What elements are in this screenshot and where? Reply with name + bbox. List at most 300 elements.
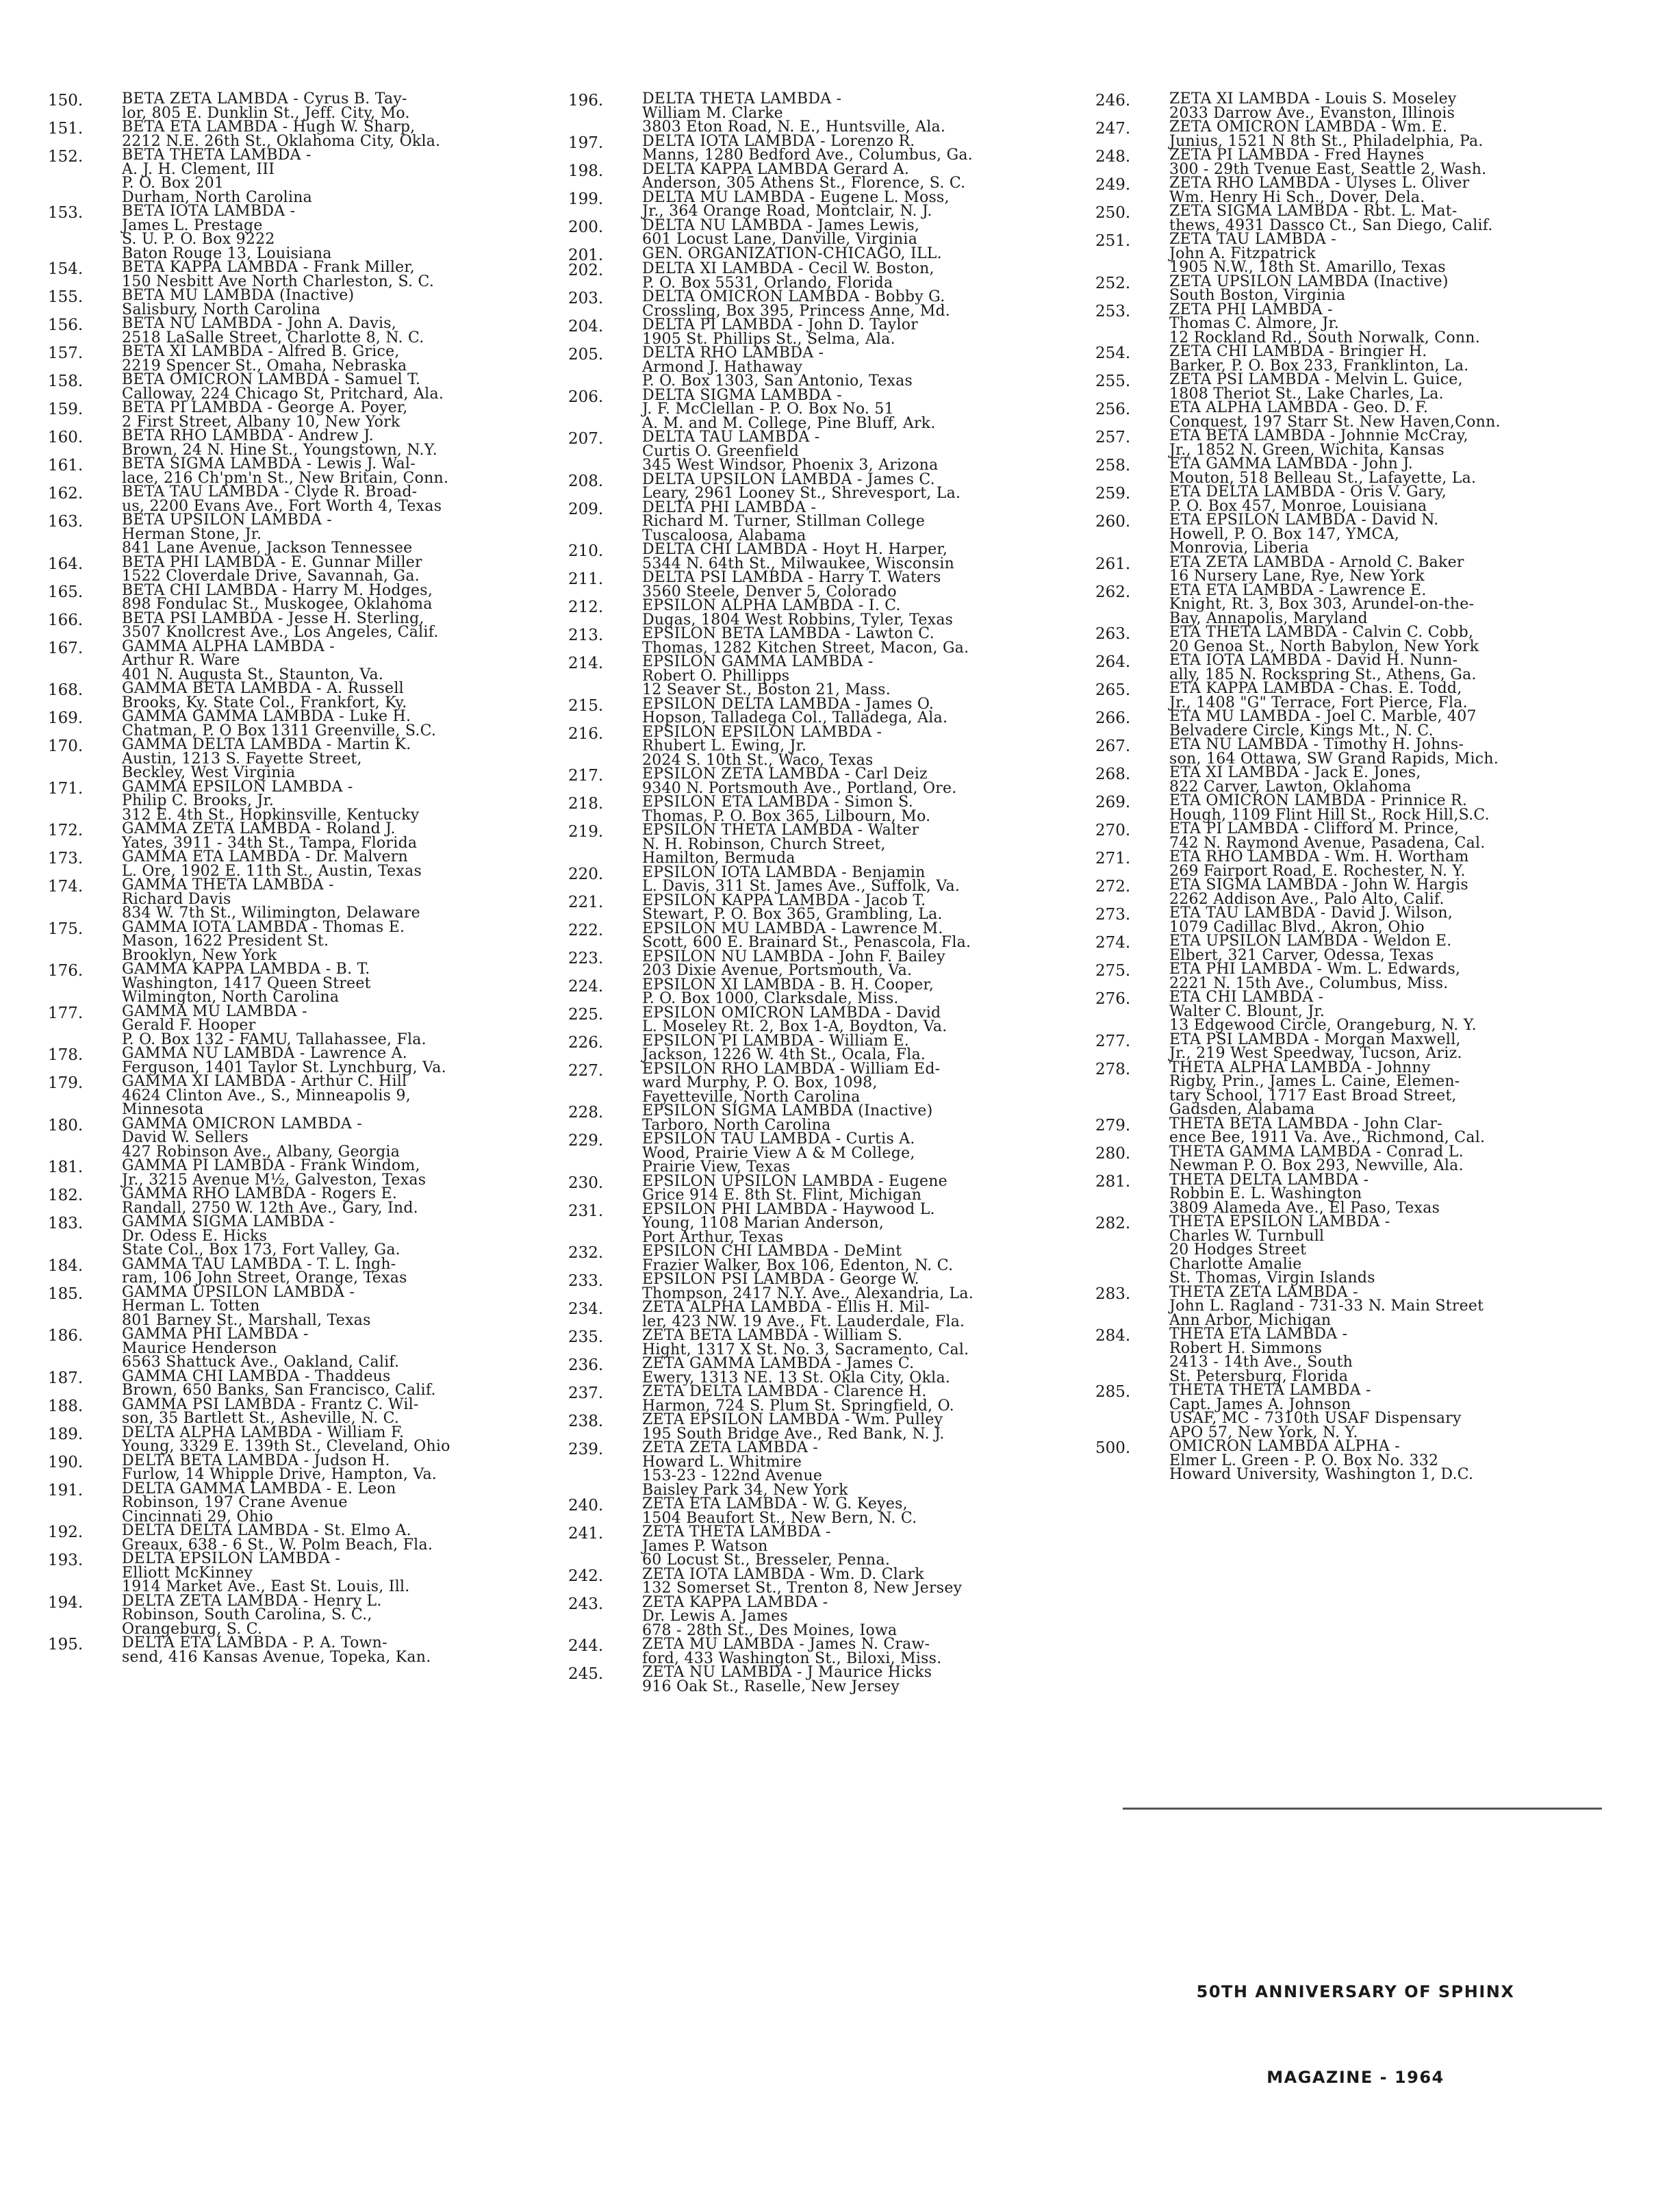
chapter-address-line: Bay, Annapolis, Maryland: [1169, 609, 1368, 627]
chapter-address-line: Scott, 600 E. Brainard St., Penascola, Fla.: [642, 934, 971, 951]
chapter-address-line: us, 2200 Evans Ave., Fort Worth 4, Texas: [122, 497, 442, 515]
chapter-number: 219.: [568, 823, 604, 841]
chapter-name-line: ZETA MU LAMBDA - James N. Craw-: [642, 1636, 930, 1653]
chapter-address-line: 3803 Eton Road, N. E., Huntsville, Ala.: [642, 118, 946, 136]
chapter-details: [1169, 1440, 1616, 1482]
chapter-name-line: GAMMA KAPPA LAMBDA - B. T.: [122, 961, 370, 978]
chapter-number: 153.: [48, 204, 84, 222]
chapter-address-line: 427 Robinson Ave., Albany, Georgia: [122, 1143, 400, 1161]
chapter-address-line: Anderson, 305 Athens St., Florence, S. C.: [642, 175, 966, 192]
chapter-entry: [568, 346, 1089, 389]
chapter-number: 279.: [1095, 1116, 1131, 1135]
chapter-entry: [568, 1593, 1089, 1639]
chapter-address-line: Wm. Henry Hi Sch., Dover, Dela.: [1169, 188, 1425, 206]
chapter-number: 182.: [48, 1187, 84, 1204]
chapter-name-line: DELTA THETA LAMBDA -: [642, 90, 842, 107]
chapter-entry: [1095, 373, 1616, 401]
chapter-entry: [568, 216, 1089, 248]
chapter-name-line: ZETA PI LAMBDA - Fred Haynes: [1169, 147, 1425, 164]
chapter-name-line: DELTA IOTA LAMBDA - Lorenzo R.: [642, 132, 915, 150]
chapter-details: [642, 1032, 1089, 1063]
chapter-name-line: BETA TAU LAMBDA - Clyde R. Broad-: [122, 483, 418, 501]
chapter-address-line: Mason, 1622 President St.: [122, 933, 329, 950]
chapter-address-line: 153-23 - 122nd Avenue: [642, 1467, 823, 1484]
chapter-entry: [568, 765, 1089, 797]
chapter-address-line: 834 W. 7th St., Wilimington, Delaware: [122, 904, 420, 922]
chapter-details: [122, 878, 541, 921]
chapter-entry: [568, 262, 1089, 290]
chapter-entry: [1095, 401, 1616, 429]
chapter-entry: [48, 581, 541, 613]
chapter-entry: [1095, 1384, 1616, 1440]
chapter-number: 163.: [48, 513, 84, 531]
chapter-number: 186.: [48, 1327, 84, 1345]
chapter-number: 202.: [568, 262, 604, 279]
chapter-address-line: James L. Prestage: [122, 216, 263, 234]
chapter-address-line: Richard M. Turner, Stillman College: [642, 513, 926, 530]
chapter-number: 246.: [1095, 92, 1131, 110]
chapter-entry: [568, 498, 1089, 544]
chapter-entry: [1095, 1283, 1616, 1329]
chapter-name-line: ETA PHI LAMBDA - Wm. L. Edwards,: [1169, 961, 1461, 978]
chapter-entry: [1095, 429, 1616, 457]
chapter-details: [122, 1482, 541, 1525]
chapter-address-line: Thomas C. Almore, Jr.: [1169, 315, 1340, 332]
chapter-details: [122, 261, 541, 289]
chapter-number: 188.: [48, 1397, 84, 1415]
chapter-name-line: ETA BETA LAMBDA - Johnnie McCray,: [1169, 427, 1468, 444]
chapter-address-line: Jackson, 1226 W. 4th St., Ocala, Fla.: [642, 1046, 926, 1063]
chapter-entry: [48, 1636, 541, 1664]
chapter-number: 203.: [568, 290, 604, 307]
chapter-address-line: Charles W. Turnbull: [1169, 1227, 1325, 1245]
chapter-number: 170.: [48, 737, 84, 755]
chapter-entry: [48, 1255, 541, 1287]
chapter-details: [642, 1301, 1089, 1329]
chapter-number: 263.: [1095, 625, 1131, 643]
chapter-entry: [568, 723, 1089, 769]
chapter-address-line: P. O. Box 457, Monroe, Louisiana: [1169, 497, 1427, 515]
chapter-address-line: James P. Watson: [642, 1537, 768, 1555]
chapter-address-line: Monrovia, Liberia: [1169, 540, 1309, 557]
chapter-details: [642, 543, 1089, 571]
chapter-number: 264.: [1095, 653, 1131, 671]
chapter-address-line: Hough, 1109 Flint Hill St., Rock Hill,S.C.: [1169, 806, 1490, 824]
chapter-address-line: Conquest, 197 Starr St. New Haven,Conn.: [1169, 413, 1501, 431]
chapter-entry: [568, 160, 1089, 192]
chapter-number: 171.: [48, 779, 84, 798]
chapter-name-line: DELTA SIGMA LAMBDA -: [642, 386, 842, 404]
chapter-details: [122, 778, 541, 824]
chapter-name-line: BETA PSI LAMBDA - Jesse H. Sterling,: [122, 609, 424, 627]
chapter-details: [642, 1172, 1089, 1204]
chapter-address-line: William M. Clarke: [642, 104, 783, 122]
chapter-address-line: Austin, 1213 S. Fayette Street,: [122, 750, 362, 768]
chapter-entry: [48, 289, 541, 317]
chapter-address-line: St. Petersburg, Florida: [1169, 1367, 1349, 1385]
chapter-number: 208.: [568, 472, 604, 490]
chapter-name-line: BETA UPSILON LAMBDA -: [122, 511, 332, 529]
footer-subtitle: MAGAZINE - 1964: [1267, 2068, 1444, 2087]
chapter-details: [122, 1117, 541, 1160]
chapter-details: [1169, 710, 1616, 738]
chapter-number: 221.: [568, 893, 604, 911]
chapter-number: 187.: [48, 1369, 84, 1387]
chapter-name-line: ZETA IOTA LAMBDA - Wm. D. Clark: [642, 1565, 924, 1583]
chapter-details: [642, 824, 1089, 866]
chapter-number: 253.: [1095, 302, 1131, 320]
chapter-entry: [1095, 794, 1616, 822]
chapter-address-line: 195 South Bridge Ave., Red Bank, N. J.: [642, 1425, 945, 1443]
chapter-address-line: Washington, 1417 Queen Street: [122, 974, 371, 992]
chapter-number: 250.: [1095, 204, 1131, 222]
chapter-name-line: THETA BETA LAMBDA - John Clar-: [1169, 1115, 1442, 1132]
chapter-entry: [568, 1273, 1089, 1301]
chapter-number: 270.: [1095, 822, 1131, 839]
chapter-name-line: ZETA GAMMA LAMBDA - James C.: [642, 1355, 915, 1372]
chapter-address-line: Jr., 1852 N. Green, Wichita, Kansas: [1169, 441, 1444, 459]
chapter-address-line: John L. Ragland - 731-33 N. Main Street: [1169, 1297, 1484, 1315]
chapter-name-line: GAMMA ALPHA LAMBDA -: [122, 637, 335, 655]
chapter-entry: [1095, 626, 1616, 654]
chapter-details: [1169, 553, 1616, 585]
chapter-details: [642, 765, 1089, 797]
chapter-name-line: ZETA PHI LAMBDA -: [1169, 301, 1333, 318]
chapter-entry: [48, 261, 541, 289]
chapter-details: [1169, 766, 1616, 794]
chapter-address-line: 401 N. Augusta St., Staunton, Va.: [122, 666, 384, 683]
chapter-number: 174.: [48, 878, 84, 896]
chapter-details: [122, 850, 541, 878]
chapter-details: [1169, 303, 1616, 346]
chapter-number: 266.: [1095, 709, 1131, 727]
chapter-details: [1169, 345, 1616, 373]
chapter-address-line: L. Davis, 311 St. James Ave., Suffolk, Va.: [642, 878, 960, 895]
chapter-name-line: EPSILON THETA LAMBDA - Walter: [642, 822, 919, 839]
chapter-address-line: 12 Rockland Rd., South Norwalk, Conn.: [1169, 329, 1480, 346]
chapter-name-line: EPSILON OMICRON LAMBDA - David: [642, 1004, 941, 1022]
chapter-details: [642, 723, 1089, 769]
chapter-number: 165.: [48, 583, 84, 601]
chapter-address-line: N. H. Robinson, Church Street,: [642, 835, 886, 853]
chapter-name-line: BETA ZETA LAMBDA - Cyrus B. Tay-: [122, 90, 407, 107]
chapter-entry: [568, 922, 1089, 950]
chapter-entry: [568, 1132, 1089, 1175]
chapter-number: 175.: [48, 920, 84, 938]
chapter-entry: [568, 978, 1089, 1006]
chapter-address-line: son, 35 Bartlett St., Asheville, N. C.: [122, 1410, 400, 1427]
chapter-address-line: Durham, North Carolina: [122, 188, 313, 206]
chapter-name-line: BETA MU LAMBDA (Inactive): [122, 287, 355, 304]
chapter-details: [642, 599, 1089, 627]
chapter-details: [122, 1395, 541, 1427]
chapter-number: 213.: [568, 626, 604, 644]
chapter-details: [122, 581, 541, 613]
chapter-name-line: GAMMA ZETA LAMBDA - Roland J.: [122, 820, 396, 837]
chapter-name-line: EPSILON UPSILON LAMBDA - Eugene: [642, 1172, 947, 1190]
chapter-address-line: Hamilton, Bermuda: [642, 850, 796, 867]
chapter-name-line: BETA ETA LAMBDA - Hugh W. Sharp,: [122, 118, 416, 136]
chapter-address-line: Barker, P. O. Box 233, Franklinton, La.: [1169, 357, 1469, 375]
chapter-details: [122, 1454, 541, 1482]
chapter-details: [642, 1132, 1089, 1175]
chapter-details: [1169, 822, 1616, 850]
chapter-name-line: DELTA UPSILON LAMBDA - James C.: [642, 470, 935, 488]
chapter-name-line: EPSILON MU LAMBDA - Lawrence M.: [642, 920, 943, 937]
chapter-name-line: DELTA NU LAMBDA - James Lewis,: [642, 216, 920, 234]
chapter-address-line: Leary, 2961 Looney St., Shrevesport, La.: [642, 485, 961, 502]
chapter-entry: [1095, 1328, 1616, 1384]
chapter-name-line: EPSILON XI LAMBDA - B. H. Cooper,: [642, 976, 934, 993]
chapter-entry: [568, 318, 1089, 346]
chapter-number: 162.: [48, 485, 84, 503]
chapter-address-line: 916 Oak St., Raselle, New Jersey: [642, 1677, 900, 1695]
chapter-name-line: DELTA ALPHA LAMBDA - William F.: [122, 1423, 405, 1441]
chapter-entry: [1095, 233, 1616, 275]
chapter-name-line: THETA THETA LAMBDA -: [1169, 1382, 1371, 1399]
chapter-details: [642, 92, 1089, 135]
chapter-address-line: Dr. Lewis A. James: [642, 1608, 788, 1625]
chapter-number: 156.: [48, 316, 84, 334]
chapter-name-line: BETA SIGMA LAMBDA - Lewis J. Wal-: [122, 455, 416, 472]
chapter-address-line: 2033 Darrow Ave., Evanston, Illinois: [1169, 104, 1455, 122]
chapter-address-line: Hight, 1317 X St. No. 3, Sacramento, Cal.: [642, 1341, 969, 1358]
chapter-details: [1169, 904, 1616, 936]
chapter-number: 229.: [568, 1132, 604, 1150]
chapter-address-line: Jr., 219 West Speedway, Tucson, Ariz.: [1169, 1045, 1462, 1062]
chapter-details: [122, 511, 541, 557]
chapter-number: 178.: [48, 1046, 84, 1064]
chapter-name-line: GAMMA PHI LAMBDA -: [122, 1326, 309, 1343]
chapter-entry: [568, 470, 1089, 502]
chapter-details: [122, 1552, 541, 1595]
chapter-details: [122, 457, 541, 485]
chapter-number: 269.: [1095, 794, 1131, 811]
chapter-number: 223.: [568, 949, 604, 967]
chapter-address-line: Howell, P. O. Box 147, YMCA,: [1169, 525, 1399, 543]
chapter-address-line: Baton Rouge 13, Louisiana: [122, 244, 332, 262]
chapter-name-line: GAMMA TAU LAMBDA - T. L. Ingh-: [122, 1255, 396, 1273]
chapter-address-line: Brooks, Ky. State Col., Frankfort, Ky.: [122, 694, 407, 711]
chapter-details: [642, 863, 1089, 895]
chapter-number: 226.: [568, 1033, 604, 1052]
chapter-name-line: OMICRON LAMBDA ALPHA -: [1169, 1438, 1400, 1455]
chapter-name-line: DELTA EPSILON LAMBDA -: [122, 1550, 341, 1567]
chapter-number: 252.: [1095, 274, 1131, 292]
chapter-entry: [48, 1552, 541, 1595]
chapter-number: 241.: [568, 1525, 604, 1543]
chapter-entry: [568, 1200, 1089, 1246]
chapter-details: [122, 1592, 541, 1638]
chapter-details: [122, 149, 541, 205]
chapter-entry: [1095, 850, 1616, 878]
chapter-address-line: Elmer L. Green - P. O. Box No. 332: [1169, 1452, 1439, 1469]
chapter-entry: [48, 1187, 541, 1215]
chapter-name-line: DELTA ZETA LAMBDA - Henry L.: [122, 1592, 382, 1610]
chapter-address-line: 2413 - 14th Ave., South: [1169, 1354, 1353, 1371]
chapter-name-line: ZETA UPSILON LAMBDA (Inactive): [1169, 273, 1449, 290]
chapter-address-line: Cincinnati 29, Ohio: [122, 1508, 273, 1525]
chapter-details: [122, 1367, 541, 1399]
chapter-name-line: EPSILON CHI LAMBDA - DeMint: [642, 1243, 902, 1260]
chapter-details: [642, 1497, 1089, 1525]
chapter-address-line: Orangeburg, S. C.: [122, 1620, 263, 1638]
chapter-number: 268.: [1095, 765, 1131, 783]
chapter-address-line: Curtis O. Greenfield: [642, 442, 800, 460]
chapter-details: [1169, 581, 1616, 627]
chapter-address-line: Fayetteville, North Carolina: [642, 1088, 861, 1106]
chapter-number: 169.: [48, 709, 84, 727]
chapter-entry: [48, 511, 541, 557]
chapter-address-line: A. J. H. Clement, III: [122, 160, 275, 178]
chapter-name-line: THETA GAMMA LAMBDA - Conrad L.: [1169, 1143, 1464, 1161]
chapter-name-line: ZETA ALPHA LAMBDA - Ellis H. Mil-: [642, 1299, 930, 1316]
chapter-address-line: 60 Locust St., Bresseler, Penna.: [642, 1552, 891, 1569]
chapter-address-line: tary School, 1717 East Broad Street,: [1169, 1087, 1457, 1104]
chapter-address-line: Hopson, Talladega Col., Talladega, Ala.: [642, 709, 948, 726]
chapter-address-line: Calloway, 224 Chicago St, Pritchard, Ala.: [122, 385, 444, 403]
chapter-entry: [48, 1395, 541, 1427]
chapter-entry: [568, 1357, 1089, 1385]
chapter-address-line: ward Murphy, P. O. Box, 1098,: [642, 1074, 878, 1091]
chapter-entry: [48, 1002, 541, 1048]
chapter-details: [642, 1329, 1089, 1357]
chapter-name-line: GAMMA CHI LAMBDA - Thaddeus: [122, 1367, 391, 1385]
chapter-address-line: 2221 N. 15th Ave., Columbus, Miss.: [1169, 974, 1449, 992]
chapter-details: [642, 1638, 1089, 1666]
chapter-name-line: DELTA KAPPA LAMBDA Gerard A.: [642, 160, 910, 178]
chapter-name-line: ETA ZETA LAMBDA - Arnold C. Baker: [1169, 553, 1464, 571]
chapter-entry: [48, 149, 541, 205]
chapter-name-line: ETA KAPPA LAMBDA - Chas. E. Todd,: [1169, 680, 1462, 697]
chapter-address-line: P. O. Box 132 - FAMU, Tallahassee, Fla.: [122, 1030, 427, 1048]
chapter-number: 172.: [48, 822, 84, 839]
chapter-details: [1169, 233, 1616, 275]
chapter-address-line: Grice 914 E. 8th St. Flint, Michigan: [642, 1187, 922, 1204]
chapter-number: 240.: [568, 1497, 604, 1515]
chapter-number: 158.: [48, 372, 84, 390]
chapter-number: 206.: [568, 388, 604, 406]
chapter-address-line: Elbert, 321 Carver, Odessa, Texas: [1169, 946, 1434, 964]
directory-column-3: [1095, 92, 1616, 1482]
chapter-number: 275.: [1095, 962, 1131, 980]
chapter-details: [642, 922, 1089, 950]
chapter-number: 276.: [1095, 990, 1131, 1008]
chapter-details: [642, 1666, 1089, 1694]
chapter-entry: [48, 429, 541, 457]
chapter-name-line: ETA NU LAMBDA - Timothy H. Johns-: [1169, 736, 1464, 753]
chapter-name-line: ZETA EPSILON LAMBDA - Wm. Pulley: [642, 1411, 943, 1428]
chapter-address-line: 20 Hodges Street: [1169, 1241, 1307, 1258]
chapter-entry: [1095, 581, 1616, 627]
chapter-number: 159.: [48, 401, 84, 418]
chapter-number: 255.: [1095, 372, 1131, 390]
chapter-entry: [568, 863, 1089, 895]
chapter-entry: [568, 695, 1089, 726]
chapter-address-line: 1504 Beaufort St., New Bern, N. C.: [642, 1509, 917, 1527]
chapter-details: [122, 682, 541, 710]
chapter-details: [122, 1075, 541, 1117]
chapter-number: 185.: [48, 1284, 84, 1303]
chapter-entry: [1095, 738, 1616, 766]
chapter-name-line: EPSILON ALPHA LAMBDA - I. C.: [642, 597, 901, 614]
chapter-entry: [568, 599, 1089, 627]
chapter-entry: [48, 637, 541, 683]
chapter-name-line: EPSILON GAMMA LAMBDA -: [642, 653, 874, 670]
chapter-address-line: 2518 LaSalle Street, Charlotte 8, N. C.: [122, 329, 424, 346]
chapter-address-line: 269 Fairport Road, E. Rochester, N. Y.: [1169, 862, 1466, 880]
chapter-number: 262.: [1095, 583, 1131, 601]
directory-column-1: [48, 92, 541, 1664]
chapter-number: 160.: [48, 429, 84, 446]
chapter-name-line: BETA CHI LAMBDA - Harry M. Hodges,: [122, 581, 433, 599]
chapter-entry: [568, 92, 1089, 135]
chapter-address-line: Brooklyn, New York: [122, 946, 277, 964]
chapter-address-line: 1914 Market Ave., East St. Louis, Ill.: [122, 1578, 410, 1595]
footer-title: 50TH ANNIVERSARY OF SPHINX: [1196, 1982, 1515, 2001]
chapter-address-line: 2 First Street, Albany 10, New York: [122, 413, 400, 431]
chapter-address-line: Herman L. Totten: [122, 1297, 260, 1315]
chapter-entry: [568, 950, 1089, 978]
chapter-entry: [1095, 682, 1616, 710]
chapter-name-line: GAMMA MU LAMBDA -: [122, 1002, 307, 1020]
chapter-name-line: DELTA GAMMA LAMBDA - E. Leon: [122, 1480, 396, 1497]
chapter-entry: [568, 1172, 1089, 1204]
chapter-number: 281.: [1095, 1172, 1131, 1191]
chapter-entry: [48, 457, 541, 485]
chapter-number: 179.: [48, 1074, 84, 1092]
chapter-details: [1169, 850, 1616, 878]
chapter-address-line: Elliott McKinney: [122, 1564, 253, 1582]
chapter-name-line: EPSILON DELTA LAMBDA - James O.: [642, 695, 934, 713]
chapter-entry: [1095, 766, 1616, 794]
chapter-entry: [1095, 345, 1616, 373]
chapter-details: [122, 429, 541, 457]
chapter-address-line: Wilmington, North Carolina: [122, 989, 340, 1006]
chapter-details: [1169, 1328, 1616, 1384]
chapter-address-line: Rigby, Prin., James L. Caine, Elemen-: [1169, 1073, 1460, 1090]
chapter-details: [122, 1002, 541, 1048]
chapter-name-line: ZETA TAU LAMBDA -: [1169, 231, 1336, 248]
chapter-address-line: Charlotte Amalie: [1169, 1255, 1302, 1273]
chapter-address-line: Thomas, P. O. Box 365, Lilbourn, Mo.: [642, 807, 931, 825]
chapter-number: 220.: [568, 865, 604, 883]
chapter-name-line: GAMMA PSI LAMBDA - Frantz C. Wil-: [122, 1395, 419, 1413]
chapter-name-line: DELTA DELTA LAMBDA - St. Elmo A.: [122, 1522, 411, 1539]
chapter-number: 204.: [568, 318, 604, 335]
chapter-number: 232.: [568, 1244, 604, 1262]
chapter-name-line: GAMMA BETA LAMBDA - A. Russell: [122, 680, 404, 697]
chapter-address-line: David W. Sellers: [122, 1129, 249, 1146]
chapter-details: [642, 1006, 1089, 1035]
chapter-address-line: Philip C. Brooks, Jr.: [122, 792, 275, 809]
chapter-details: [122, 963, 541, 1005]
chapter-entry: [48, 118, 541, 150]
chapter-address-line: 1522 Cloverdale Drive, Savannah, Ga.: [122, 568, 420, 585]
chapter-name-line: EPSILON NU LAMBDA - John F. Bailey: [642, 948, 945, 965]
chapter-number: 161.: [48, 457, 84, 474]
chapter-entry: [1095, 935, 1616, 963]
chapter-details: [122, 317, 541, 345]
chapter-number: 251.: [1095, 232, 1131, 250]
chapter-number: 195.: [48, 1636, 84, 1654]
chapter-number: 285.: [1095, 1383, 1131, 1401]
chapter-address-line: Ann Arbor, Michigan: [1169, 1311, 1332, 1329]
chapter-number: 280.: [1095, 1144, 1131, 1163]
chapter-name-line: ETA THETA LAMBDA - Calvin C. Cobb,: [1169, 624, 1474, 641]
chapter-name-line: ETA SIGMA LAMBDA - John W. Hargis: [1169, 876, 1468, 894]
chapter-name-line: ZETA NU LAMBDA - J Maurice Hicks: [642, 1664, 932, 1681]
